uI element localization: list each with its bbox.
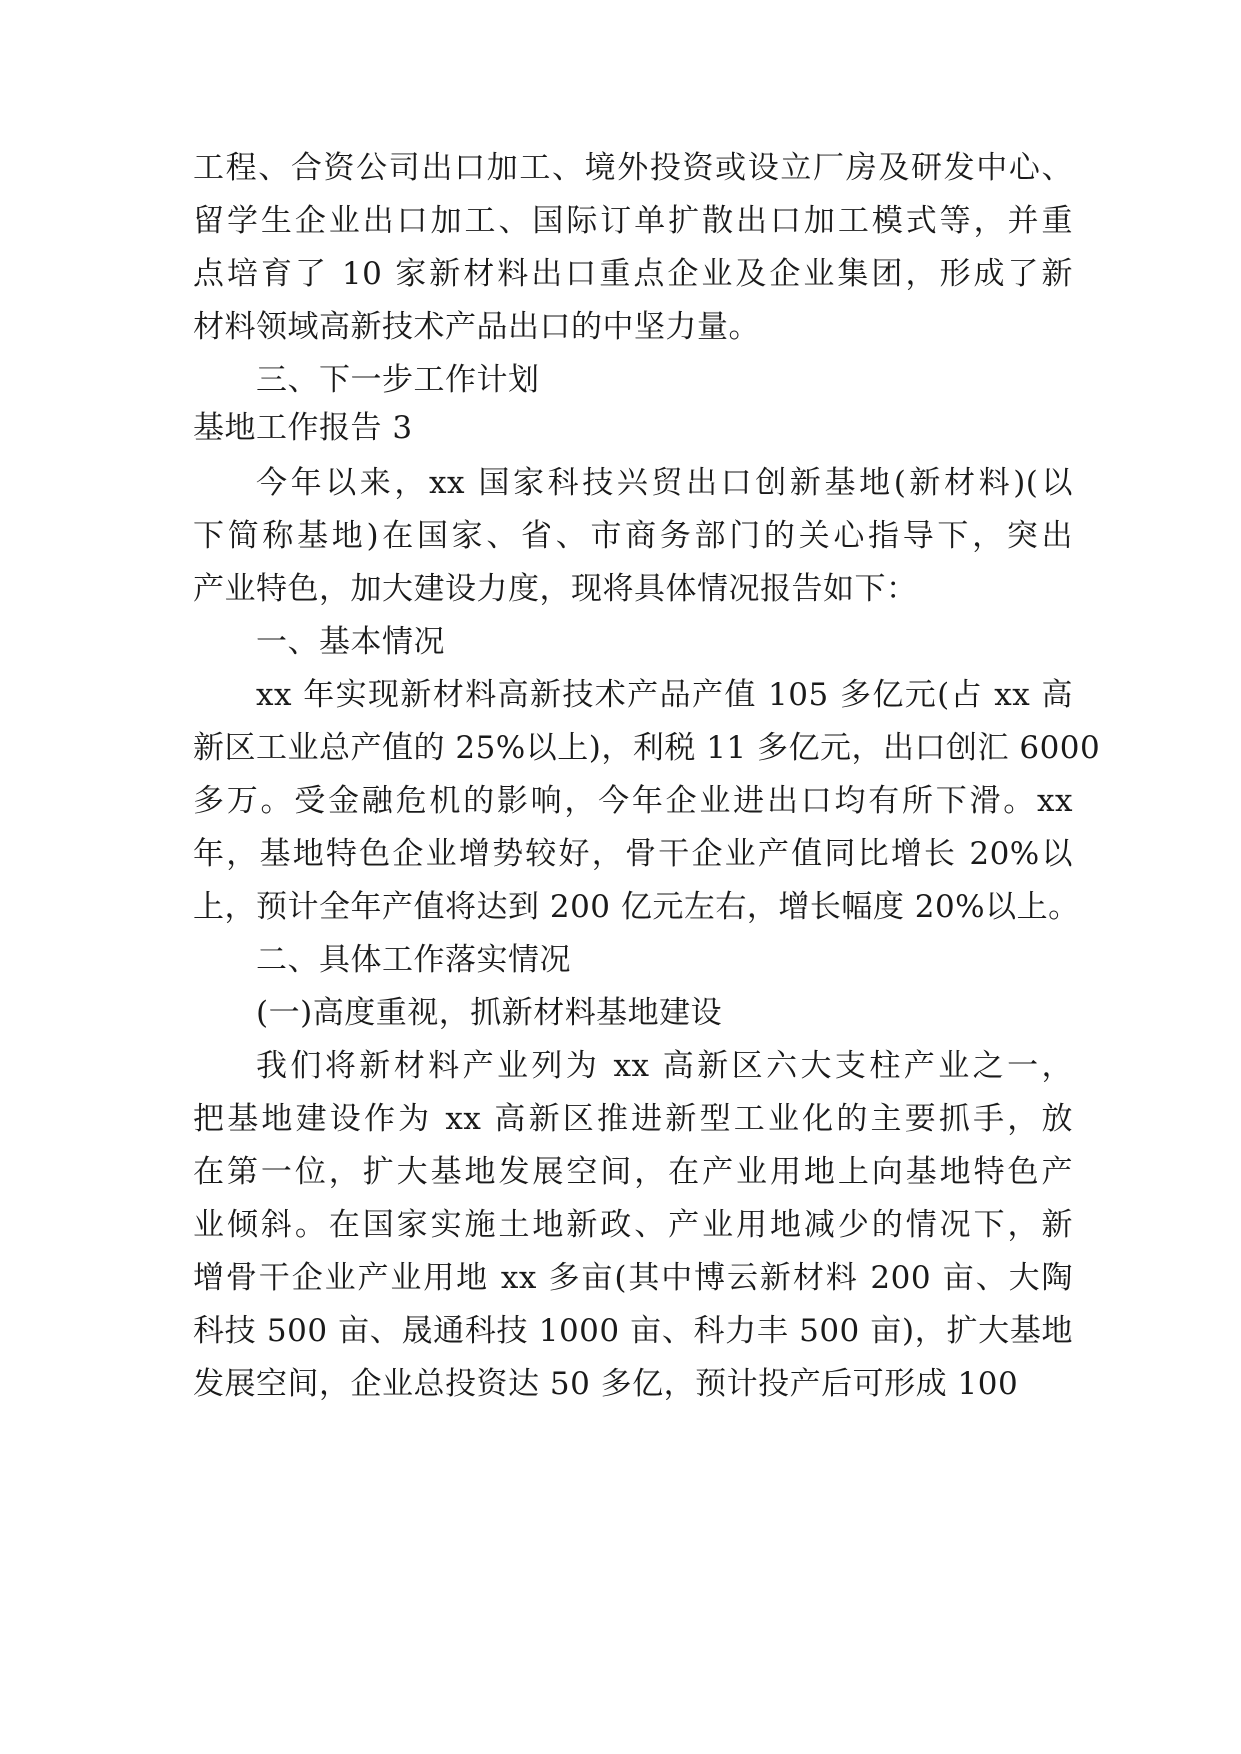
report-title: 基地工作报告 3 [193, 410, 413, 446]
body-text-line: 上，预计全年产值将达到 200 亿元左右，增长幅度 20%以上。 [193, 889, 1080, 925]
body-text-line: 产业特色，加大建设力度，现将具体情况报告如下： [193, 571, 918, 607]
body-text-line: 把基地建设作为 xx 高新区推进新型工业化的主要抓手，放 [193, 1101, 1073, 1137]
body-text-line: 发展空间，企业总投资达 50 多亿，预计投产后可形成 100 [193, 1366, 1019, 1402]
section-heading: 一、基本情况 [256, 624, 445, 660]
body-text-line: 点培育了 10 家新材料出口重点企业及企业集团，形成了新 [193, 256, 1073, 292]
body-text-line: 在第一位，扩大基地发展空间，在产业用地上向基地特色产 [193, 1154, 1073, 1190]
body-text-line: 年，基地特色企业增势较好，骨干企业产值同比增长 20%以 [193, 836, 1073, 872]
subsection-heading: (一)高度重视，抓新材料基地建设 [256, 995, 723, 1031]
section-heading: 三、下一步工作计划 [256, 362, 540, 398]
body-text-line: 增骨干企业产业用地 xx 多亩(其中博云新材料 200 亩、大陶 [193, 1260, 1073, 1296]
body-text-line: 工程、合资公司出口加工、境外投资或设立厂房及研发中心、 [193, 150, 1073, 186]
body-text-line: 新区工业总产值的 25%以上)，利税 11 多亿元，出口创汇 6000 [193, 730, 1101, 766]
section-heading: 二、具体工作落实情况 [256, 942, 571, 978]
body-text-line: 业倾斜。在国家实施土地新政、产业用地减少的情况下，新 [193, 1207, 1073, 1243]
body-text-line: xx 年实现新材料高新技术产品产值 105 多亿元(占 xx 高 [256, 677, 1073, 713]
body-text-line: 多万。受金融危机的影响，今年企业进出口均有所下滑。xx [193, 783, 1073, 819]
body-text-line: 材料领域高新技术产品出口的中坚力量。 [193, 309, 760, 345]
body-text-line: 今年以来，xx 国家科技兴贸出口创新基地(新材料)(以 [256, 465, 1073, 501]
body-text-line: 科技 500 亩、晟通科技 1000 亩、科力丰 500 亩)，扩大基地 [193, 1313, 1073, 1349]
body-text-line: 下简称基地)在国家、省、市商务部门的关心指导下，突出 [193, 518, 1073, 554]
body-text-line: 留学生企业出口加工、国际订单扩散出口加工模式等，并重 [193, 203, 1073, 239]
body-text-line: 我们将新材料产业列为 xx 高新区六大支柱产业之一， [256, 1048, 1073, 1084]
